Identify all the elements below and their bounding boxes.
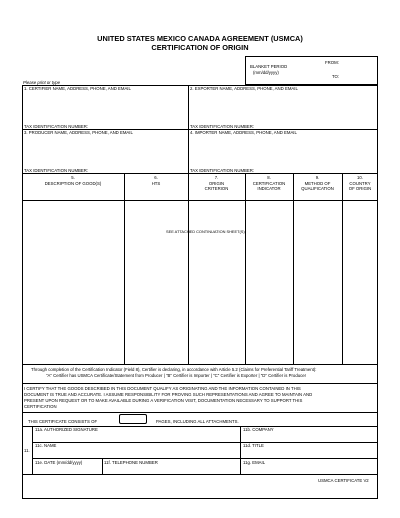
producer-tax-id-label: TAX IDENTIFICATION NUMBER: <box>24 168 89 173</box>
col-hts-num: 6. <box>154 175 158 180</box>
goods-cert-indicator-field[interactable] <box>246 201 292 363</box>
col-origin-label: ORIGIN CRITERION <box>204 181 229 191</box>
col-cert-indicator-label: CERTIFICATION INDICATOR <box>252 181 286 191</box>
col-origin-num: 7. <box>214 175 219 180</box>
certifier-field[interactable] <box>23 93 187 122</box>
form-subtitle: CERTIFICATION OF ORIGIN <box>151 43 249 52</box>
blanket-period-format: (mm/dd/yyyy) <box>253 70 279 75</box>
pages-prefix: THIS CERTIFICATE CONSISTS OF <box>28 419 98 424</box>
importer-tax-id-label: TAX IDENTIFICATION NUMBER: <box>190 168 255 173</box>
declaration-line1: I CERTIFY THAT THE GOODS DESCRIBED IN THIS DOCUMENT QUALIFY AS ORIGINATING AND THE INFORMATION CONTAINED IN THIS <box>24 386 301 391</box>
company-field[interactable] <box>241 433 377 441</box>
title-label: 11d. TITLE <box>243 443 264 448</box>
exporter-label: 2. EXPORTER NAME, ADDRESS, PHONE, AND EMAIL <box>190 86 298 91</box>
to-label: TO: <box>332 74 340 79</box>
col-method-label: METHOD OF QUALIFICATION <box>301 181 334 191</box>
form-title: UNITED STATES MEXICO CANADA AGREEMENT (USMCA) <box>97 34 303 43</box>
name-field[interactable] <box>33 449 239 457</box>
indicator-note-line2: "A" Certifier has USMCA Certificate/Statement from Producer | "B" Certifier is Importer | "C" Certifier is Exporter | "D" Certifier is Producer <box>46 373 307 378</box>
date-field[interactable] <box>33 466 101 473</box>
certifier-label: 1. CERTIFIER NAME, ADDRESS, PHONE, AND EMAIL <box>24 86 131 91</box>
goods-hts-field[interactable] <box>125 201 187 363</box>
exporter-field[interactable] <box>189 93 377 122</box>
footer-version: USMCA CERTIFICATE V2 <box>318 478 369 483</box>
company-label: 11b. COMPANY <box>243 427 274 432</box>
indicator-note-line1: Through completion of the Certification Indicator (Field 8), Certifier is declaring, in accordance with Article 5.2 (Claims for Preferential Tariff Treatment): <box>31 367 317 372</box>
authorized-signature-field[interactable] <box>33 433 239 441</box>
email-field[interactable] <box>241 466 377 473</box>
email-label: 11g. EMAIL <box>243 460 266 465</box>
print-instructions: Please print or type <box>23 80 61 85</box>
col-cert-indicator-num: 8. <box>267 175 271 180</box>
declaration-line3: PRESENT UPON REQUEST OR TO MAKE AVAILABLE DURING A VERIFICATION VISIT, DOCUMENTATION NECESSARY TO SUPPORT THIS <box>24 398 303 403</box>
telephone-label: 11f. TELEPHONE NUMBER <box>104 460 158 465</box>
producer-label: 3. PRODUCER NAME, ADDRESS, PHONE, AND EMAIL <box>24 130 133 135</box>
declaration-line2: DOCUMENT IS TRUE AND ACCURATE. I ASSUME RESPONSIBILITY FOR PROVING SUCH REPRESENTATIONS AND AGREE TO MAINTAIN AND <box>24 392 313 397</box>
pages-count-field[interactable] <box>119 414 147 424</box>
signature-section-number: 11. <box>24 448 30 453</box>
exporter-tax-id-label: TAX IDENTIFICATION NUMBER: <box>190 124 255 129</box>
goods-method-field[interactable] <box>294 201 341 363</box>
col-country-num: 10. <box>357 175 363 180</box>
col-description-label: DESCRIPTION OF GOOD(S) <box>44 181 102 186</box>
from-date-field[interactable] <box>345 59 375 66</box>
certifier-tax-id-label: TAX IDENTIFICATION NUMBER: <box>24 124 89 129</box>
col-hts-label: HTS <box>151 181 161 186</box>
importer-field[interactable] <box>189 137 377 166</box>
importer-label: 4. IMPORTER NAME, ADDRESS, PHONE, AND EMAIL <box>190 130 297 135</box>
from-label: FROM: <box>325 60 339 65</box>
authorized-signature-label: 11a. AUTHORIZED SIGNATURE <box>35 427 98 432</box>
date-label: 11e. DATE (mm/dd/yyyy) <box>35 460 83 465</box>
declaration-line4: CERTIFICATION <box>24 404 57 409</box>
producer-field[interactable] <box>23 137 187 166</box>
name-label: 11c. NAME <box>35 443 57 448</box>
goods-origin-field[interactable] <box>189 201 244 363</box>
goods-description-field[interactable] <box>23 201 123 363</box>
telephone-field[interactable] <box>103 466 239 473</box>
continuation-note: SEE ATTACHED CONTINUATION SHEET(S) <box>166 229 245 234</box>
pages-suffix: PAGES, INCLUDING ALL ATTACHMENTS. <box>156 419 239 424</box>
title-field[interactable] <box>241 449 377 457</box>
col-country-label: COUNTRY OF ORIGIN <box>348 181 372 191</box>
col-description-num: 5. <box>71 175 75 180</box>
to-date-field[interactable] <box>345 73 375 80</box>
col-method-num: 9. <box>315 175 320 180</box>
goods-country-field[interactable] <box>343 201 377 363</box>
blanket-period-label: BLANKET PERIOD <box>250 64 288 69</box>
